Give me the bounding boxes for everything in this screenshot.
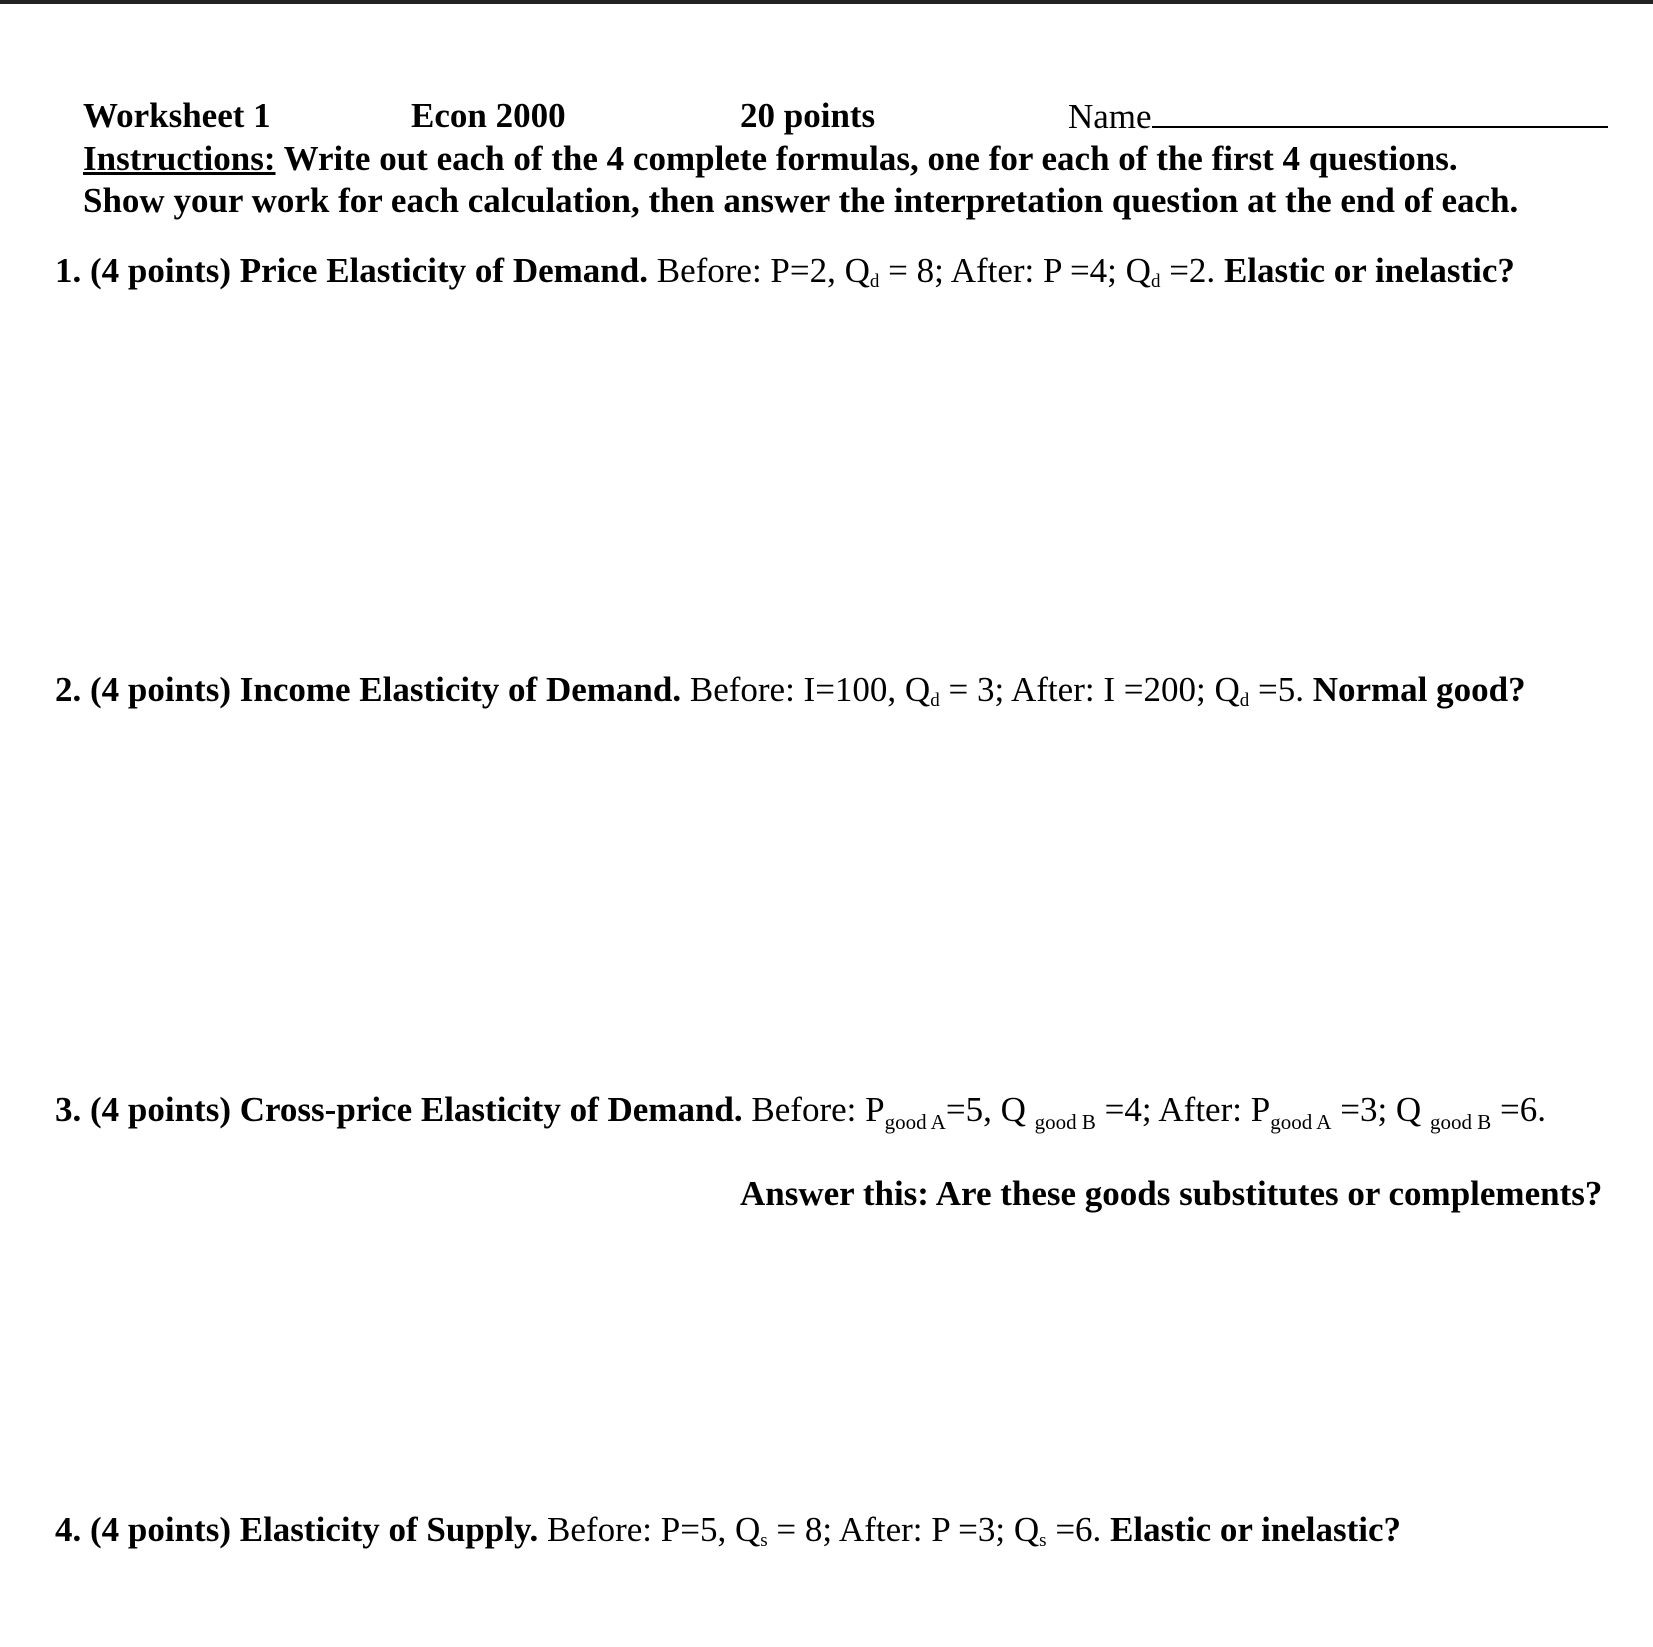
- instructions-line-1: [83, 139, 1458, 179]
- course-title: Econ 2000: [411, 96, 566, 135]
- question-2-ask: Normal good?: [1312, 670, 1526, 709]
- question-4-title: 4. (4 points) Elasticity of Supply.: [55, 1510, 539, 1549]
- instructions-line-2: Show your work for each calculation, then answer the interpretation question at the end of each.: [83, 181, 1519, 220]
- question-3-title: 3. (4 points) Cross-price Elasticity of Demand.: [55, 1090, 743, 1129]
- top-border: [0, 0, 1653, 4]
- question-1: 1. (4 points) Price Elasticity of Demand. Before: P=2, Qd = 8; After: P =4; Qd =2. Elastic or inelastic?: [55, 251, 1515, 292]
- question-4-ask: Elastic or inelastic?: [1110, 1510, 1402, 1549]
- worksheet-title: Worksheet 1: [83, 96, 271, 135]
- question-3: 3. (4 points) Cross-price Elasticity of Demand. Before: $P_{good A}=5$, Q $_{good B}$ =4; After: $P_{good A} =3$; Q $_{good B}$ =6.: [55, 1090, 1546, 1134]
- instructions-label: Instructions:: [83, 139, 276, 178]
- question-1-ask: Elastic or inelastic?: [1223, 251, 1515, 290]
- question-4: 4. (4 points) Elasticity of Supply. Before: P=5, Qs = 8; After: P =3; Qs =6. Elastic or inelastic?: [55, 1510, 1402, 1551]
- question-2-title: 2. (4 points) Income Elasticity of Demand.: [55, 670, 682, 709]
- name-blank-line[interactable]: [1152, 96, 1608, 128]
- instructions-text-1: Write out each of the 4 complete formulas, one for each of the first 4 questions.: [275, 139, 1458, 178]
- name-field[interactable]: [1068, 96, 1608, 137]
- question-3-ask: Answer this: Are these goods substitutes or complements?: [740, 1174, 1603, 1213]
- name-label: Name: [1068, 97, 1152, 136]
- question-1-title: 1. (4 points) Price Elasticity of Demand.: [55, 251, 648, 290]
- total-points: 20 points: [740, 96, 876, 135]
- question-2: 2. (4 points) Income Elasticity of Demand. Before: I=100, Qd = 3; After: I =200; Qd =5. Normal good?: [55, 670, 1526, 711]
